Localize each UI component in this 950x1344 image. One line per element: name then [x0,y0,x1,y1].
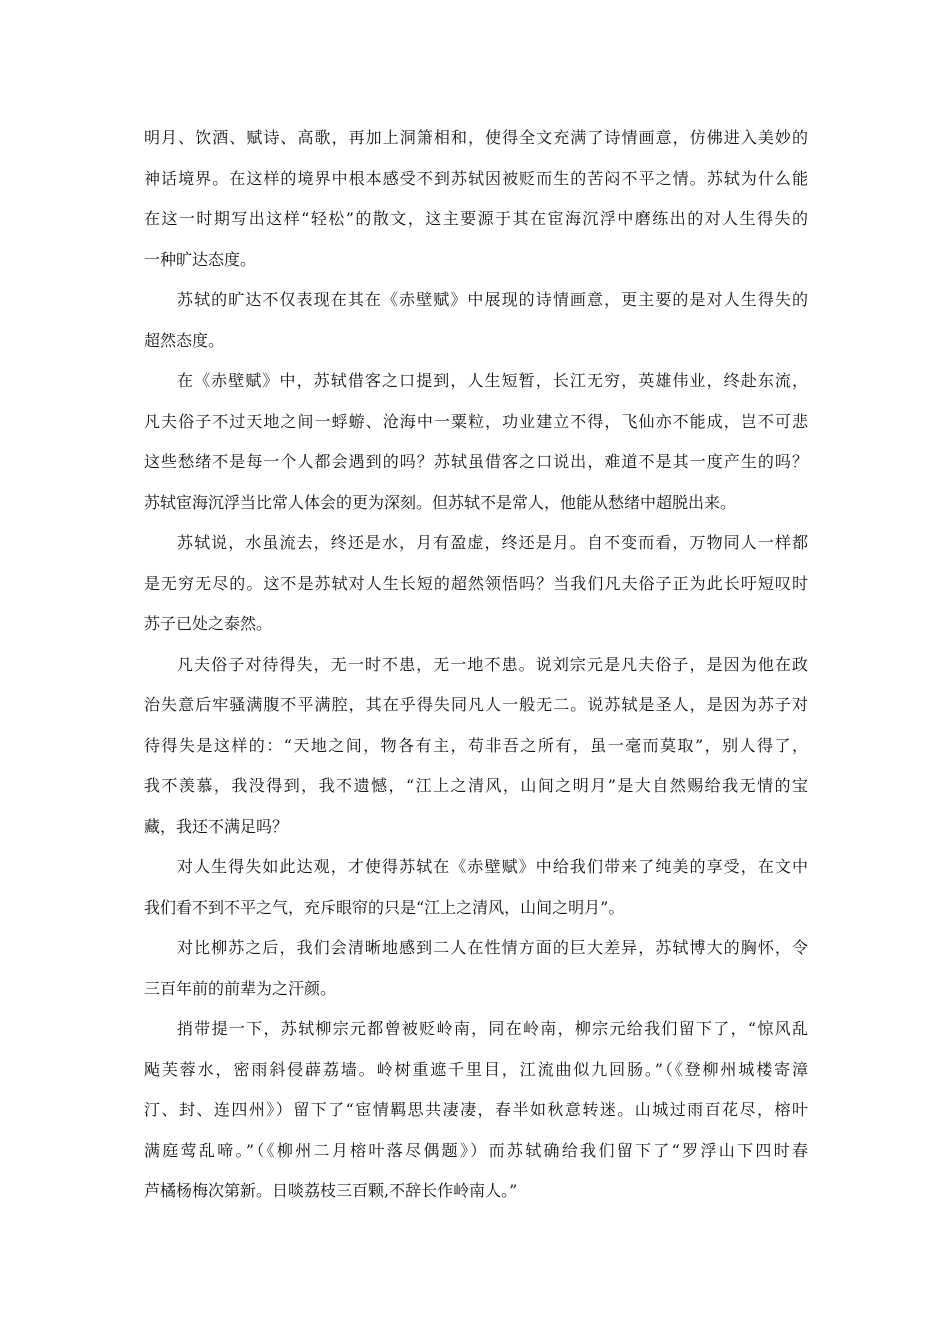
text-line: 苏子已处之泰然。 [144,614,273,633]
text-line: 捎带提一下，苏轼柳宗元都曾被贬岭南，同在岭南，柳宗元给我们留下了，“惊风乱 [177,1019,808,1038]
text-line: 我不羡慕，我没得到，我不遗憾，“江上之清风，山间之明月”是大自然赐给我无情的宝 [144,776,808,795]
text-line: 凡夫俗子对待得失，无一时不患，无一地不患。说刘宗元是凡夫俗子，是因为他在政 [177,654,808,674]
text-line: 明月、饮酒、赋诗、高歌，再加上洞箫相和，使得全文充满了诗情画意，仿佛进入美妙的 [144,128,808,147]
text-line: 苏轼的旷达不仅表现在其在《赤壁赋》中展现的诗情画意，更主要的是对人生得失的 [177,290,808,309]
text-line: 超然态度。 [144,330,225,350]
text-line: 在这一时期写出这样“轻松”的散文，这主要源于其在宦海沉浮中磨练出的对人生得失的 [144,209,808,228]
text-line: 我们看不到不平之气，充斥眼帘的只是“江上之清风，山间之明月”。 [144,897,625,917]
text-line: 对比柳苏之后，我们会清晰地感到二人在性情方面的巨大差异，苏轼博大的胸怀，令 [177,938,808,957]
document-body [144,118,808,1212]
text-line: 对人生得失如此达观，才使得苏轼在《赤壁赋》中给我们带来了纯美的享受，在文中 [177,857,808,876]
text-line: 一种旷达态度。 [144,249,257,269]
text-line: 满庭莺乱啼。”（《柳州二月榕叶落尽偶题》）而苏轼确给我们留下了“罗浮山下四时春 [144,1140,808,1160]
text-line: 凡夫俗子不过天地之间一蜉蝣、沧海中一粟粒，功业建立不得，飞仙亦不能成，岂不可悲 [144,411,808,431]
text-line: 三百年前的前辈为之汗颜。 [144,978,337,998]
text-line: 飐芙蓉水，密雨斜侵薜荔墙。岭树重遮千里目，江流曲似九回肠。”（《登柳州城楼寄漳 [144,1059,808,1079]
text-line: 苏轼说，水虽流去，终还是水，月有盈虚，终还是月。自不变而看，万物同人一样都 [177,533,808,552]
text-line: 藏，我还不满足吗？ [144,816,289,836]
text-line: 待得失是这样的：“天地之间，物各有主，苟非吾之所有，虽一毫而莫取”，别人得了， [144,735,808,755]
text-line: 苏轼宦海沉浮当比常人体会的更为深刻。但苏轼不是常人，他能从愁绪中超脱出来。 [144,492,737,512]
text-line: 在《赤壁赋》中，苏轼借客之口提到，人生短暂，长江无穷，英雄伟业，终赴东流， [177,371,808,390]
text-line: 治失意后牢骚满腹不平满腔，其在乎得失同凡人一般无二。说苏轼是圣人，是因为苏子对 [144,695,808,714]
text-line: 是无穷无尽的。这不是苏轼对人生长短的超然领悟吗？当我们凡夫俗子正为此长吁短叹时 [144,573,808,593]
text-line: 芦橘杨梅次第新。日啖荔枝三百颗,不辞长作岭南人。” [144,1181,518,1200]
text-line: 神话境界。在这样的境界中根本感受不到苏轼因被贬而生的苦闷不平之情。苏轼为什么能 [144,168,808,188]
text-line: 这些愁绪不是每一个人都会遇到的吗？苏轼虽借客之口说出，难道不是其一度产生的吗？ [144,452,808,471]
text-line: 汀、封、连四州》）留下了“宦情羁思共凄凄，春半如秋意转迷。山城过雨百花尽，榕叶 [144,1100,808,1119]
